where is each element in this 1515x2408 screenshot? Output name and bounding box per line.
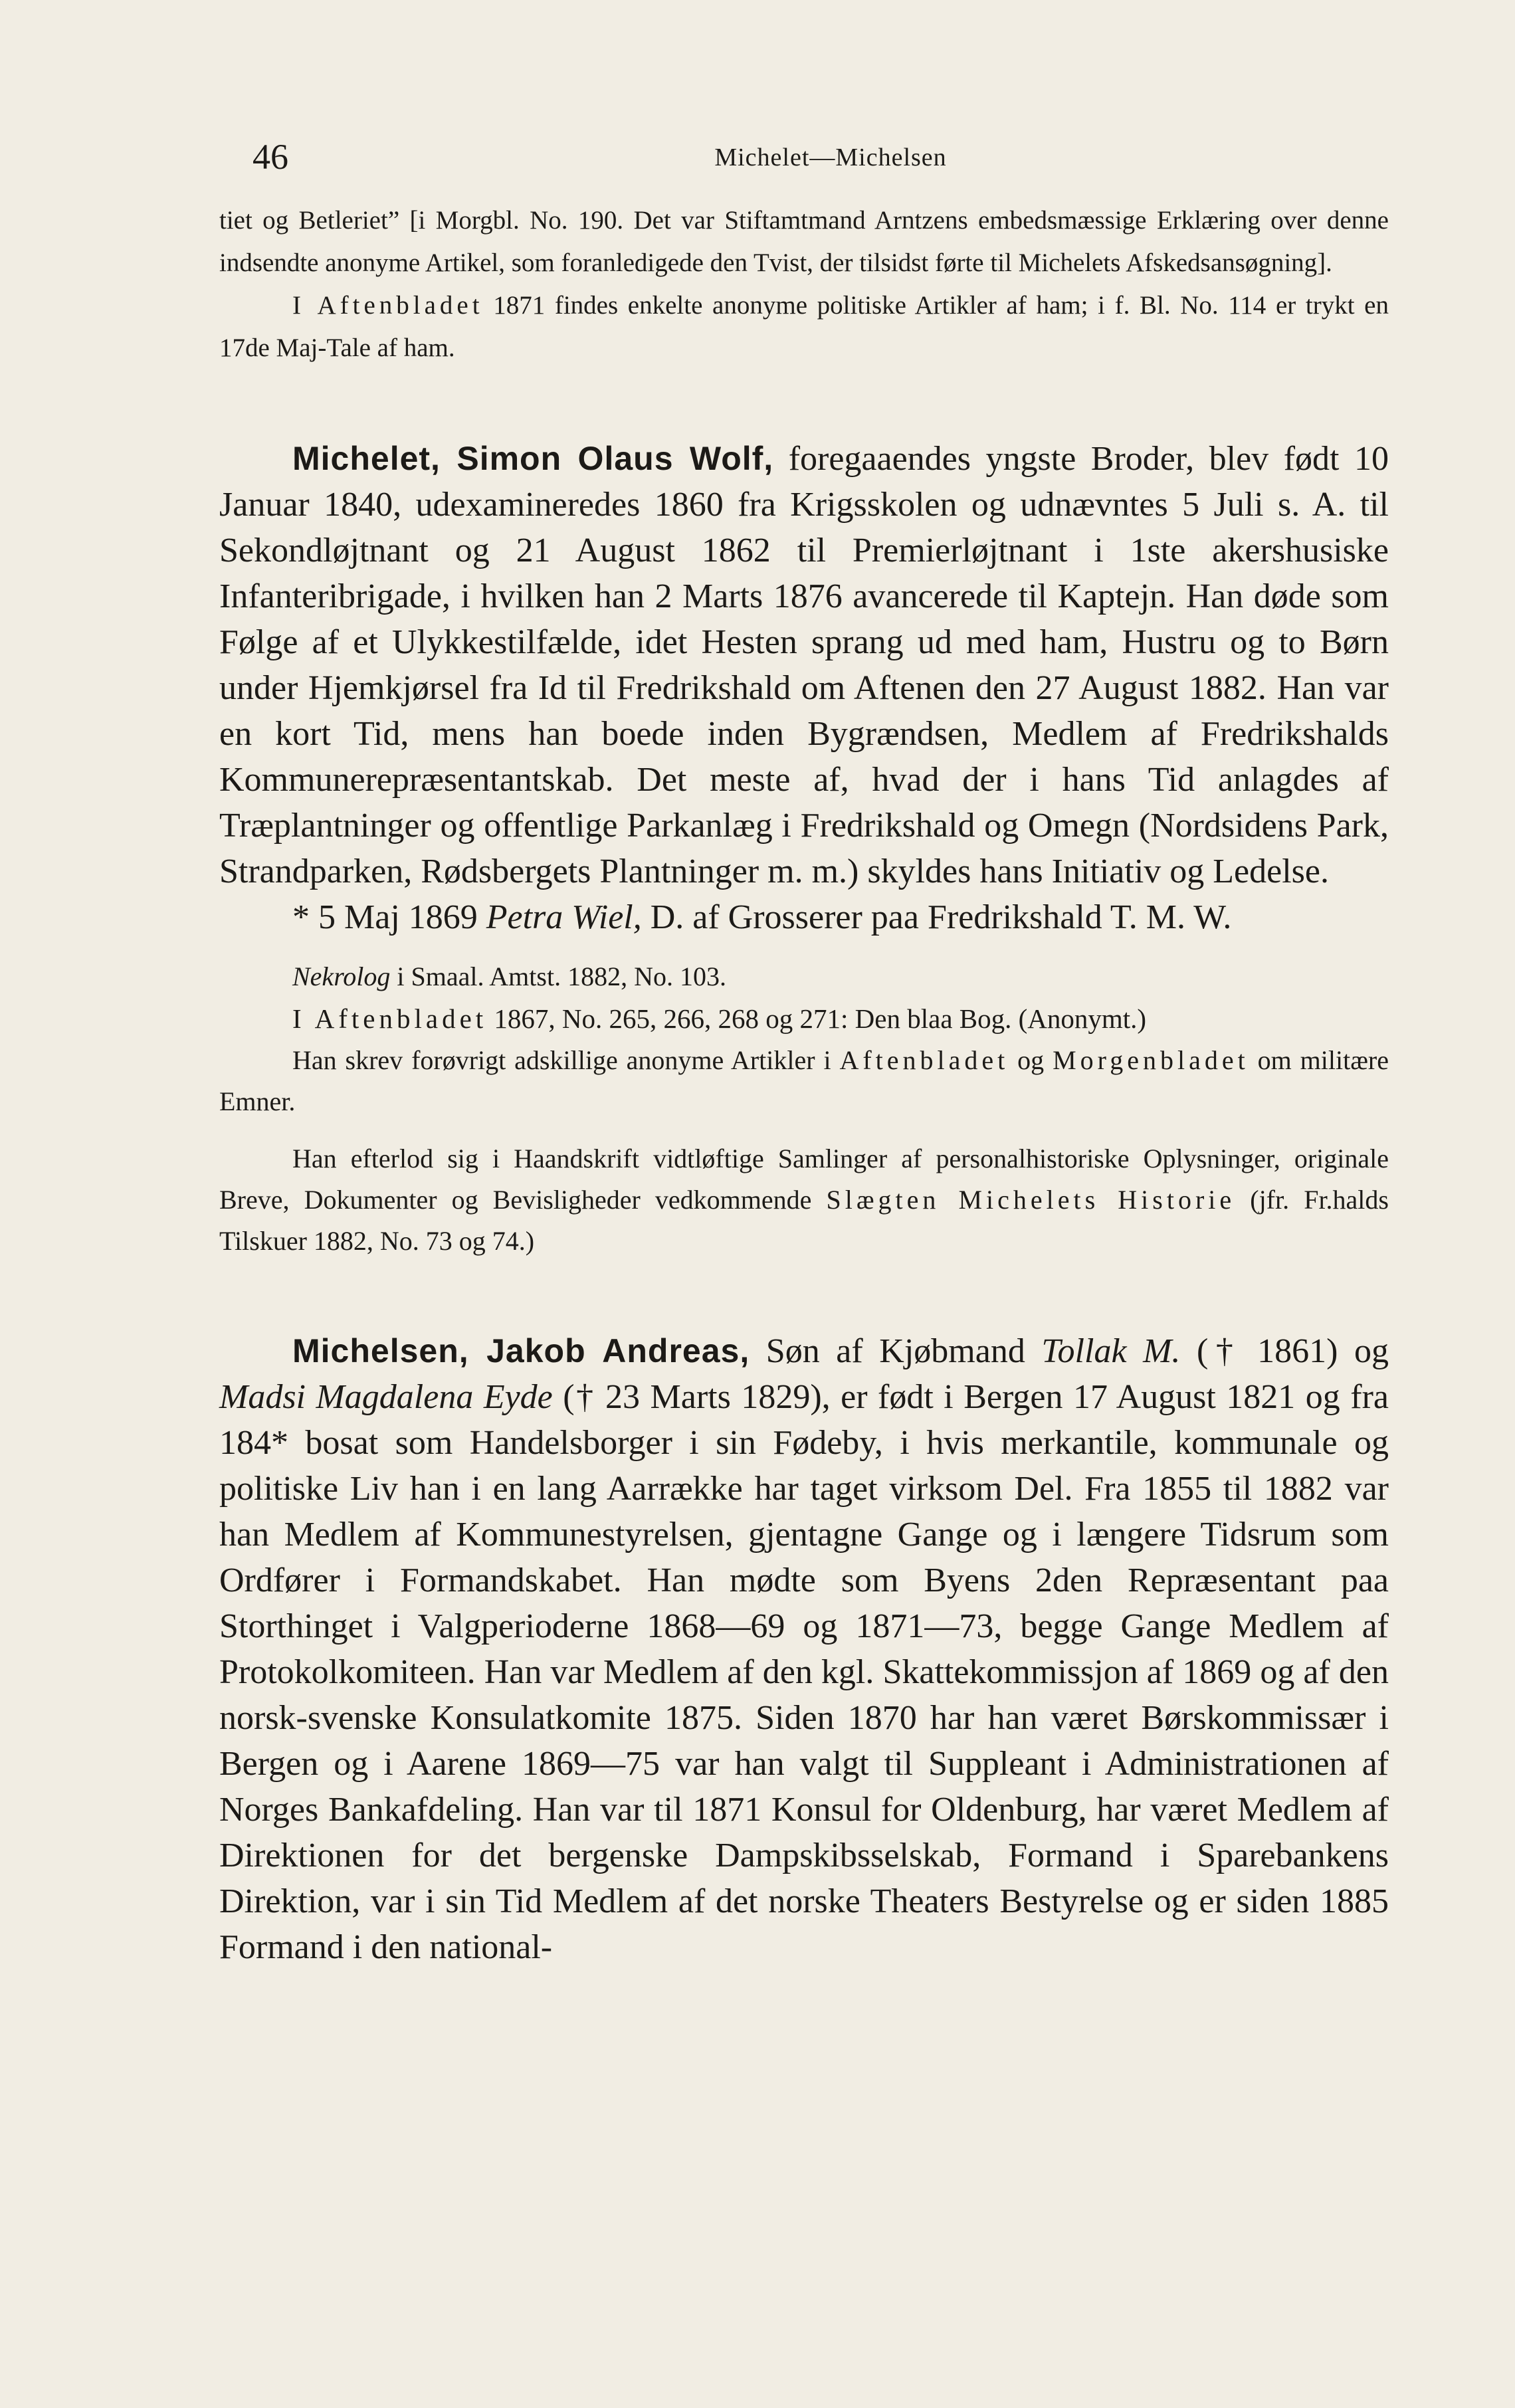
entry-simon-michelet bbox=[219, 436, 1389, 1262]
aftenbladet-text: 1871 findes enkelte anonyme politiske Artikler af ham; i f. Bl. No. 114 er trykt en 17de Maj-Tale af ham. bbox=[219, 291, 1389, 362]
aftenbladet-reference: I Aftenbladet 1867, No. 265, 266, 268 og 271: Den blaa Bog. (Anonymt.) bbox=[292, 1003, 1147, 1034]
running-head: Michelet—Michelsen bbox=[714, 144, 947, 171]
note-articles: Han skrev forøvrigt adskillige anonyme Artikler i Aftenbladet og Morgenbladet om militære Emner. bbox=[219, 1045, 1389, 1116]
aftenbladet-title: I Aftenbladet bbox=[292, 291, 484, 320]
father-name: Tollak M. bbox=[1041, 1332, 1181, 1370]
aftenbladet-paragraph bbox=[219, 284, 1389, 369]
marriage-line: * 5 Maj 1869 Petra Wiel, D. af Grosserer paa Fredrikshald T. M. W. bbox=[292, 898, 1232, 936]
main-text bbox=[219, 199, 1389, 1970]
continuation-paragraph: tiet og Betleriet” [i Morgbl. No. 190. Det var Stiftamtmand Arntzens embedsmæssige Erklæring over denne indsendte anonyme Artikel, som foranledigede den Tvist, der tilsidst førte til Michelets Afskedsansøgning]. bbox=[219, 206, 1389, 277]
mother-name: Madsi Magdalena Eyde bbox=[219, 1378, 553, 1416]
entry-text: foregaaendes yngste Broder, blev født 10 Januar 1840, udexamineredes 1860 fra Krigsskolen og udnævntes 5 Juli s. A. til Sekondløjtnant og 21 August 1862 til Premierløjtnant i 1ste akershusiske Infanteribrigade, i hvilken han 2 Marts 1876 avancerede til Kaptejn. Han døde som Følge af et Ulykkestilfælde, idet Hesten sprang ud med ham, Hustru og to Børn under Hjemkjørsel fra Id til Fredrikshald om Aftenen den 27 August 1882. Han var en kort Tid, mens han boede inden Bygrændsen, Medlem af Fredrikshalds Kommunerepræsentantskab. Det meste af, hvad der i hans Tid anlagdes af Træplantninger og offentlige Parkanlæg i Fredrikshald og Omegn (Nordsidens Park, Strandparken, Rødsbergets Plantninger m. m.) skyldes hans Initiativ og Ledelse. bbox=[219, 440, 1389, 890]
entry-headword: Michelsen, Jakob Andreas, bbox=[292, 1332, 750, 1369]
entry-body: Michelsen, Jakob Andreas, Søn af Kjøbmand Tollak M. († 1861) og Madsi Magdalena Eyde († 23 Marts 1829), er født i Bergen 17 August 1821 og fra 184* bosat som Handelsborger i sin Fødeby, i hvis merkantile, kommunale og politiske Liv han i en lang Aarrække har taget virksom Del. Fra 1855 til 1882 var han Medlem af Kommunestyrelsen, gjentagne Gange og i længere Tidsrum som Ordfører i Formandskabet. Han mødte som Byens 2den Repræsentant paa Storthinget i Valgperioderne 1868—69 og 1871—73, begge Gange Medlem af Protokolkomiteen. Han var Medlem af den kgl. Skattekommissjon af 1869 og af den norsk-svenske Konsulatkomite 1875. Siden 1870 har han været Børskommissær i Bergen og i Aarene 1869—75 var han valgt til Suppleant i Administrationen af Norges Bankafdeling. Han var til 1871 Konsul for Oldenburg, har været Medlem af Direktionen for det bergenske Dampskibsselskab, Formand i Sparebankens Direktion, var i sin Tid Medlem af det norske Theaters Bestyrelse og er siden 1885 Formand i den national- bbox=[219, 1332, 1389, 1966]
entry-jakob-michelsen bbox=[219, 1328, 1389, 1970]
nekrolog-reference: Nekrolog i Smaal. Amtst. 1882, No. 103. bbox=[292, 961, 726, 991]
page-number: 46 bbox=[252, 137, 288, 177]
entry-body bbox=[219, 436, 1389, 894]
note-manuscripts: Han efterlod sig i Haandskrift vidtløftige Samlinger af personalhistoriske Oplysninger, originale Breve, Dokumenter og Bevisligheder vedkommende Slægten Michelets Historie (jfr. Fr.halds Tilskuer 1882, No. 73 og 74.) bbox=[219, 1144, 1389, 1256]
page-header bbox=[252, 136, 1409, 183]
spouse-name: Petra Wiel, bbox=[486, 898, 642, 936]
entry-headword: Michelet, Simon Olaus Wolf, bbox=[292, 440, 774, 477]
